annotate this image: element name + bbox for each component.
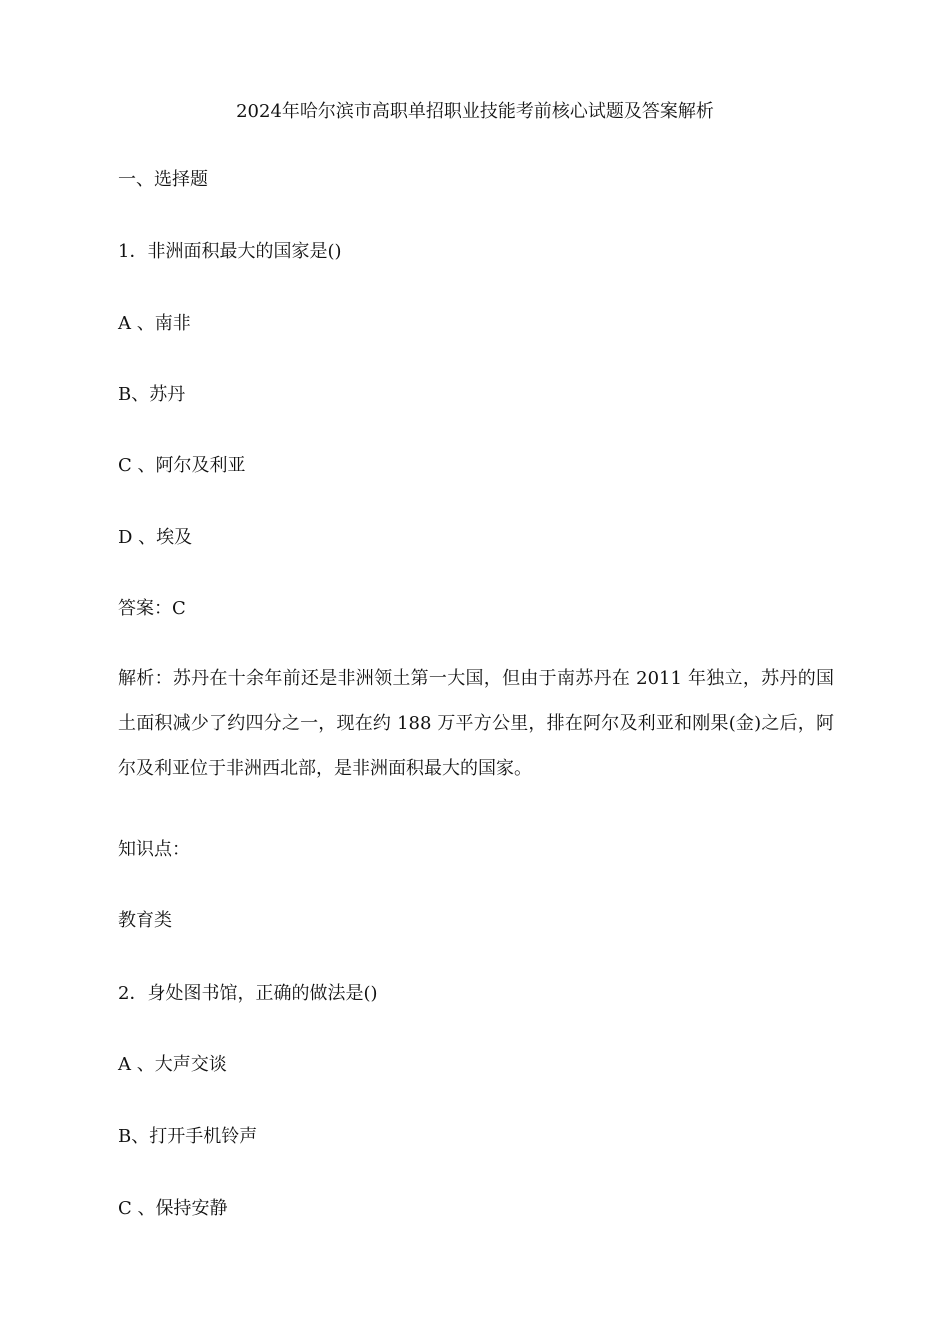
question-2-option-a: A 、大声交谈	[118, 1054, 227, 1075]
question-1-option-a: A 、南非	[118, 313, 191, 334]
question-1-option-d: D 、埃及	[118, 527, 193, 548]
section-heading: 一、选择题	[118, 169, 208, 190]
question-1-category: 教育类	[118, 910, 172, 931]
question-1-option-c: C 、阿尔及利亚	[118, 455, 246, 476]
document-title: 2024年哈尔滨市高职单招职业技能考前核心试题及答案解析	[236, 101, 714, 122]
question-2-stem: 2．身处图书馆，正确的做法是()	[118, 983, 378, 1004]
question-1-knowledge-label: 知识点：	[118, 839, 190, 860]
question-1-stem: 1．非洲面积最大的国家是()	[118, 241, 342, 262]
question-1-answer: 答案：C	[118, 598, 186, 619]
question-2-option-b: B、打开手机铃声	[118, 1126, 258, 1147]
question-2-option-c: C 、保持安静	[118, 1198, 228, 1219]
question-1-analysis: 解析：苏丹在十余年前还是非洲领土第一大国，但由于南苏丹在 2011 年独立，苏丹的国土面积减少了约四分之一，现在约 188 万平方公里，排在阿尔及利亚和刚果(金)之后，阿尔及利亚位于非洲西北部，是非洲面积最大的国家。	[118, 668, 834, 779]
question-1-option-b: B、苏丹	[118, 384, 186, 405]
